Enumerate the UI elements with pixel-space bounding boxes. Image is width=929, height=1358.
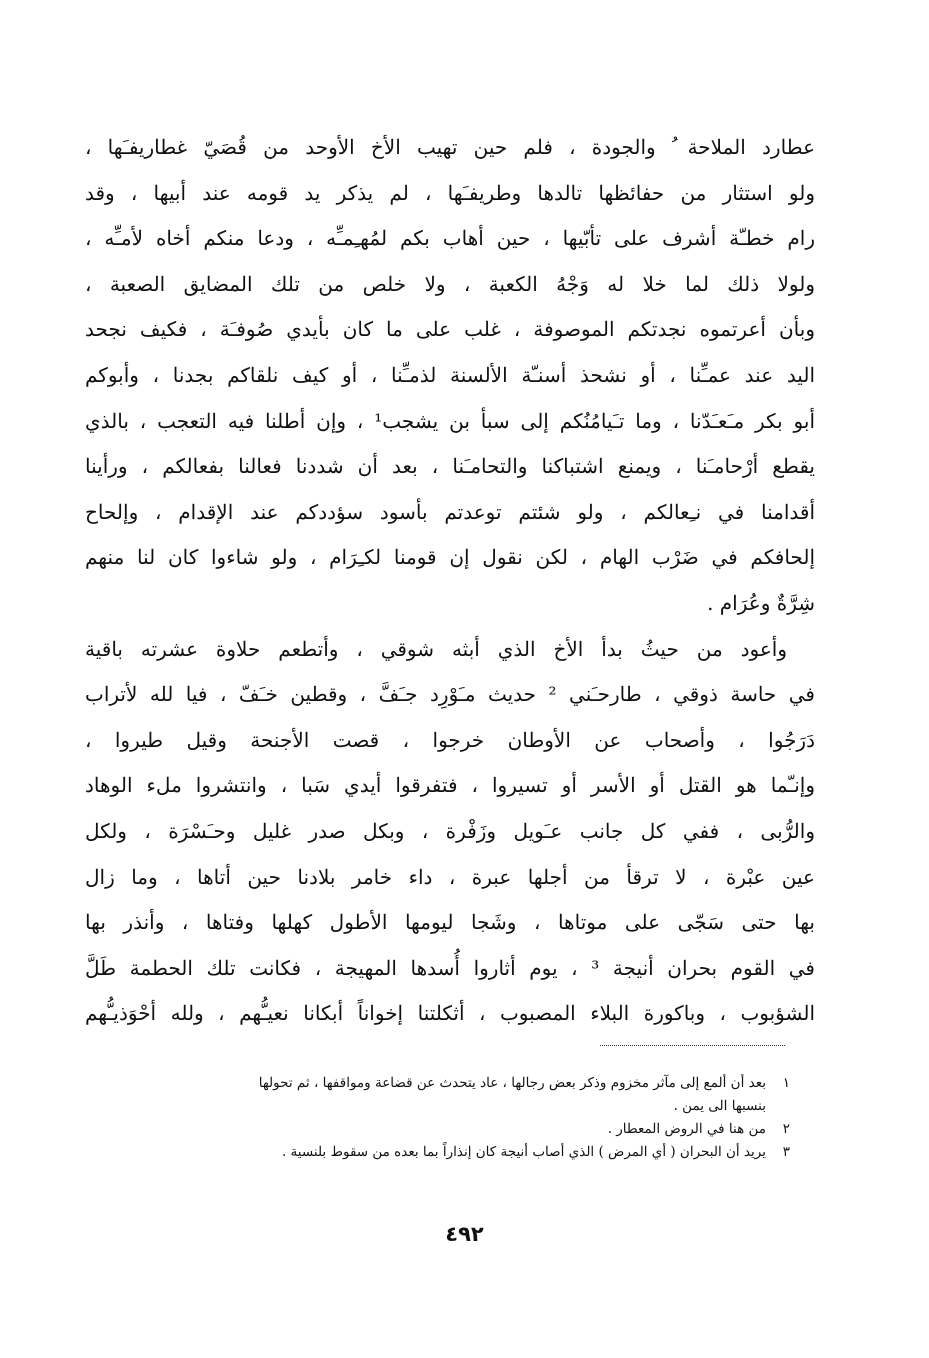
footnote-text: يريد أن البحران ( أي المرض ) الذي أصاب أنيجة كان إنذاراً بما بعده من سقوط بلنسية . — [281, 1144, 766, 1160]
footnote-number: ٢ — [782, 1121, 790, 1137]
footnotes — [85, 1072, 790, 1164]
text-line: بها حتى سَجّى على موتاها ، وشَجا ليومها الأطول كهلها وفتاها ، وأنذر بها — [85, 910, 815, 935]
footnote-text: من هنا في الروض المعطار . — [607, 1121, 766, 1137]
footnote-separator — [600, 1045, 785, 1046]
footnote — [85, 1072, 790, 1118]
text-line: شِرَّةٌ وعُرَام . — [707, 590, 815, 615]
footnote — [85, 1118, 790, 1141]
text-line: في حاسة ذوقي ، طارحـَني ² حديث مـَوْرِد جـَفَّ ، وقطين خـَفّ ، فيا لله لأتراب — [85, 682, 815, 707]
text-line: الشؤبوب ، وباكورة البلاء المصبوب ، أثكلتنا إخواناً أبكانا نعيـُّهم ، ولله أحْوَذيـُّهم — [85, 1001, 815, 1026]
footnote — [85, 1141, 790, 1164]
paragraph-first-line: وأعود من حيثُ بدأ الأخ الذي أبثه شوقي ، وأتطعم حلاوة عشرته باقية — [85, 636, 787, 661]
text-line: ولو استثار من حفائظها تالدها وطريفـَها ، لم يذكر يد قومه عند أبيها ، وقد — [85, 180, 815, 205]
text-line: يقطع أرْحامـَنا ، ويمنع اشتباكنا والتحامـَنا ، بعد أن شددنا فعالنا بفعالكم ، ورأينا — [85, 454, 815, 479]
text-line: وإنـّما هو القتل أو الأسر أو تسيروا ، فتفرقوا أيدي سَبا ، وانتشروا ملء الوهاد — [85, 773, 815, 798]
footnote-continuation: بنسبها الى يمن . — [673, 1098, 766, 1114]
footnote-text — [85, 1072, 766, 1118]
text-line: دَرَجُوا ، وأصحاب عن الأوطان خرجوا ، قصت الأجنحة وقيل طيروا ، — [85, 727, 815, 752]
text-line: اليد عند عمـِّنا ، أو نشحذ أسنـّة الألسنة لذمـِّنا ، أو كيف نلقاكم بجدنا ، وأبوكم — [85, 362, 815, 387]
text-line: ولولا ذلك لما خلا له وَجْهُ الكعبة ، ولا خلص من تلك المضايق الصعبة ، — [85, 271, 815, 296]
main-text — [85, 125, 815, 1037]
text-line: أبو بكر مـَعـَدّنا ، وما تـَيامُنُكم إلى سبأ بن يشجب¹ ، وإن أطلنا فيه التعجب ، بالذي — [85, 408, 815, 433]
footnote-number: ٣ — [782, 1144, 790, 1160]
footnote-text-line: بعد أن ألمع إلى مآثر مخزوم وذكر بعض رجالها ، عاد يتحدث عن قضاعة ومواقفها ، ثم تحولها — [258, 1075, 766, 1091]
text-line: عين عبْرة ، لا ترقأ من أجلها عبرة ، داء خامر بلادنا حين أتاها ، وما زال — [85, 864, 815, 889]
text-line: أقدامنا في نـِعالكم ، ولو شئتم توعدتم بأسود سؤددكم عند الإقدام ، وإلحاح — [85, 499, 815, 524]
text-line: وبأن أعرتموه نجدتكم الموصوفة ، غلب على ما كان بأيدي صُوفـَة ، فكيف نجحد — [85, 317, 815, 342]
text-line: في القوم بحران أنيجة ³ ، يوم أثاروا أُسدها المهيجة ، فكانت تلك الحطمة طَلَّ — [85, 955, 815, 980]
page-number: ٤٩٢ — [445, 1222, 484, 1246]
text-line: رام خطـّة أشرف على تأبّيها ، حين أهاب بكم لمُهـِمـِّه ، ودعا منكم أخاه لأمـِّه ، — [85, 226, 815, 251]
text-line: والرُّبى ، ففي كل جانب عـَويل وزَفْرة ، وبكل صدر غليل وحـَسْرَة ، ولكل — [85, 818, 815, 843]
text-line: عطارد الملاحة ُ والجودة ، فلم حين تهيب الأخ الأوحد من قُصَيّ غطاريفـَها ، — [85, 135, 815, 159]
footnote-number: ١ — [782, 1075, 790, 1091]
text-line: إلحافكم في ضَرْب الهام ، لكن نقول إن قومنا لكـِرَام ، ولو شاءوا كان لنا منهم — [85, 545, 815, 570]
